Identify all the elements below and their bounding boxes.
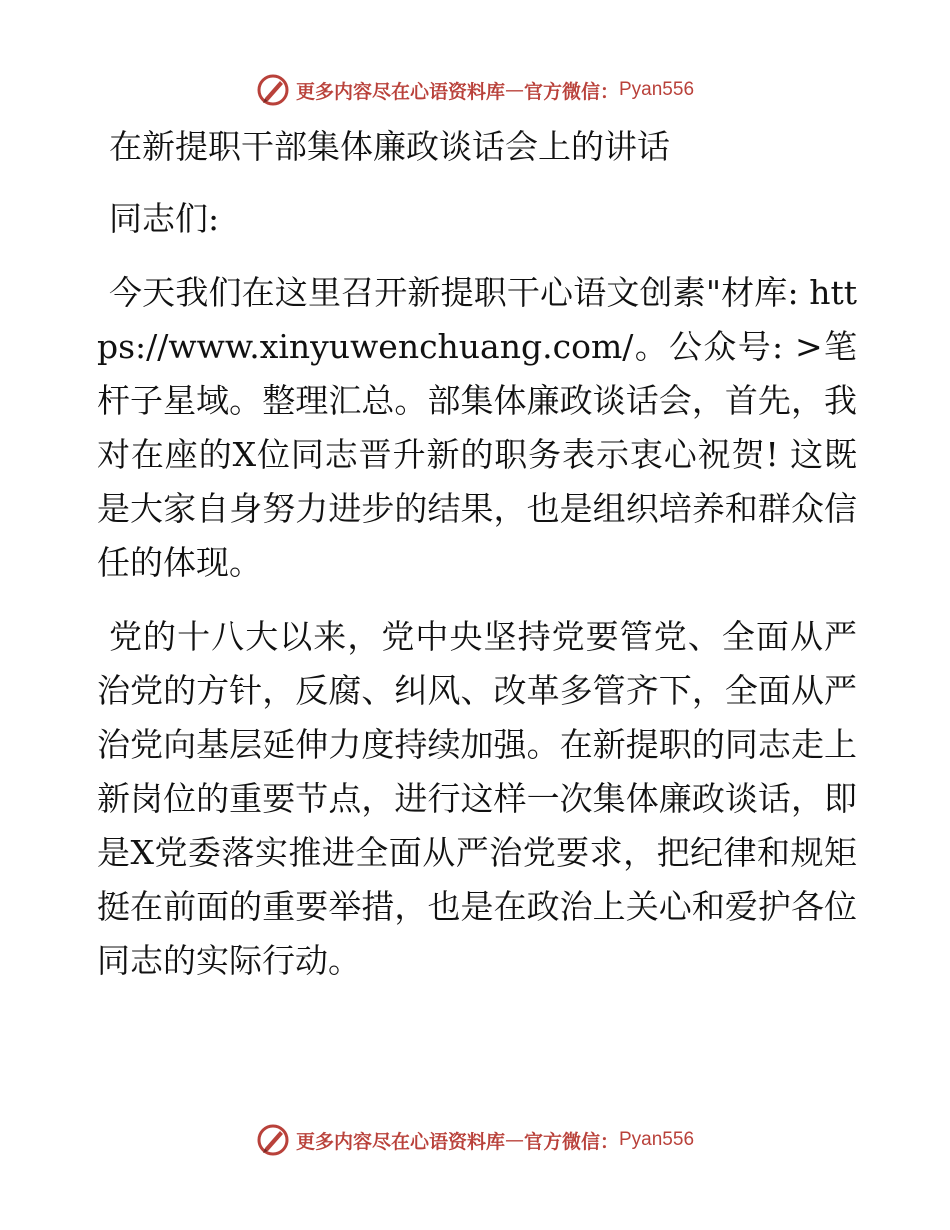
watermark-text: 更多内容尽在心语资料库 [295,1130,505,1153]
document-title: 在新提职干部集体廉政谈话会上的讲话 [109,127,670,166]
watermark-account-label: 官方微信： [523,80,619,103]
watermark-account-label: 官方微信： [523,1130,619,1153]
watermark-account-id: Pyan556 [619,79,695,100]
pen-logo-icon [256,73,290,107]
header-watermark [0,70,950,110]
watermark-account-id: Pyan556 [619,1129,695,1150]
paragraph: 今天我们在这里召开新提职干心语文创素"材库: https://www.xinyuwenchuang.com/。公众号: >笔杆子星域。整理汇总。部集体廉政谈话会，首先，我对在座的X位同志晋升新的职务表示衷心祝贺! 这既是大家自身努力进步的结果，也是组织培养和群众信任的体现。 [97,273,857,582]
watermark-separator: — [504,1129,524,1151]
document-body [97,120,857,1008]
greeting: 同志们: [109,199,220,238]
footer-watermark [0,1120,950,1160]
paragraph: 党的十八大以来，党中央坚持党要管党、全面从严治党的方针，反腐、纠风、改革多管齐下，全面从严治党向基层延伸力度持续加强。在新提职的同志走上新岗位的重要节点，进行这样一次集体廉政谈话，即是X党委落实推进全面从严治党要求，把纪律和规矩挺在前面的重要举措，也是在政治上关心和爱护各位同志的实际行动。 [97,617,857,980]
watermark-separator: — [504,79,524,101]
pen-logo-icon [256,1123,290,1157]
watermark-text: 更多内容尽在心语资料库 [295,80,505,103]
